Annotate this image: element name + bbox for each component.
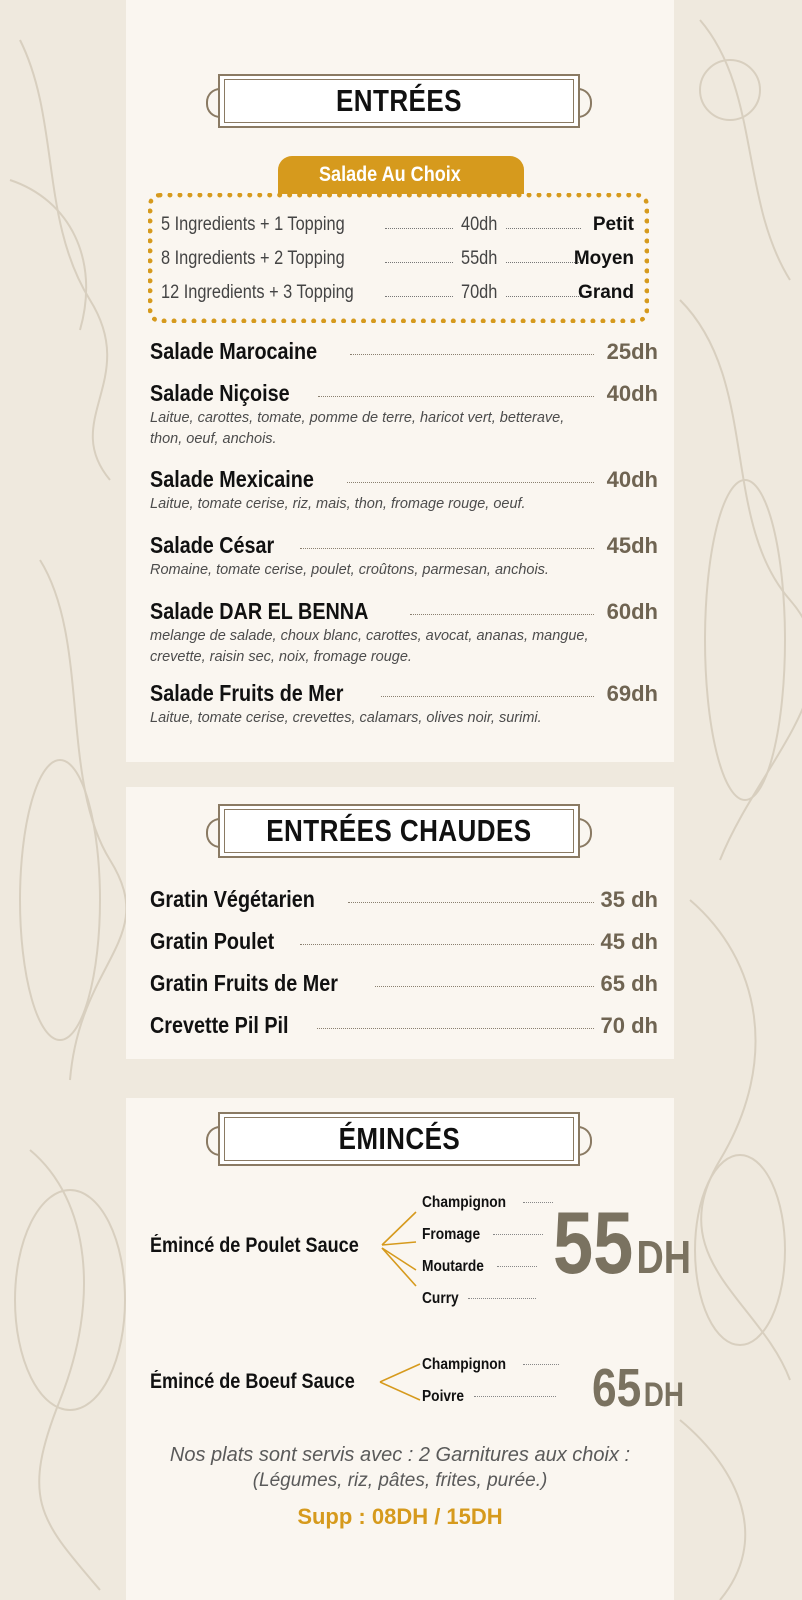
menu-item	[150, 338, 658, 366]
menu-item	[150, 928, 658, 956]
item-name: Salade Niçoise	[150, 380, 290, 406]
item-description: Laitue, tomate cerise, riz, mais, thon, fromage rouge, oeuf.	[150, 496, 526, 512]
boeuf-price	[592, 1360, 684, 1416]
item-price: 40dh	[606, 381, 658, 406]
choice-row	[161, 210, 636, 240]
item-price: 45 dh	[600, 929, 658, 954]
chaudes-title: ENTRÉES CHAUDES	[266, 813, 532, 848]
eminces-title: ÉMINCÉS	[338, 1121, 460, 1156]
menu-item	[150, 680, 658, 729]
sauce-option: Fromage	[422, 1226, 543, 1244]
menu-item	[150, 380, 658, 450]
item-price: 69dh	[606, 681, 658, 706]
choice-price: 40dh	[461, 214, 498, 235]
choice-row	[161, 278, 636, 308]
item-name: Gratin Poulet	[150, 928, 275, 954]
boeuf-branch-lines	[378, 1360, 424, 1404]
choice-ingredients: 5 Ingredients + 1 Topping	[161, 214, 345, 235]
salade-au-choix-box	[148, 193, 649, 323]
choice-size: Moyen	[573, 248, 634, 269]
item-description: Laitue, tomate cerise, crevettes, calamars, olives noir, surimi.	[150, 710, 542, 726]
sauce-option: Champignon	[422, 1356, 559, 1374]
item-name: Gratin Végétarien	[150, 886, 315, 912]
choice-price: 55dh	[461, 248, 498, 269]
item-price: 25dh	[606, 339, 658, 364]
entrees-title-frame	[206, 74, 592, 128]
item-price: 40dh	[606, 467, 658, 492]
item-price: 60dh	[606, 599, 658, 624]
poulet-price	[553, 1193, 692, 1292]
boeuf-price-unit: DH	[643, 1376, 684, 1414]
boeuf-price-number: 65	[592, 1358, 642, 1418]
item-name: Salade Fruits de Mer	[150, 680, 344, 706]
poulet-price-number: 55	[553, 1193, 634, 1292]
item-price: 35 dh	[600, 887, 658, 912]
eminces-title-frame	[206, 1112, 592, 1166]
item-price: 65 dh	[600, 971, 658, 996]
item-price: 70 dh	[600, 1013, 658, 1038]
chaudes-title-frame	[206, 804, 592, 858]
supplement-price: Supp : 08DH / 15DH	[297, 1504, 503, 1529]
item-name: Salade Mexicaine	[150, 466, 314, 492]
menu-item	[150, 970, 658, 998]
item-name: Salade DAR EL BENNA	[150, 598, 369, 624]
poulet-price-unit: DH	[636, 1231, 692, 1283]
emince-boeuf-name: Émincé de Boeuf Sauce	[150, 1370, 355, 1393]
sauce-option: Moutarde	[422, 1258, 537, 1276]
item-name: Salade Marocaine	[150, 338, 318, 364]
sauce-option: Poivre	[422, 1388, 556, 1406]
menu-item	[150, 532, 658, 581]
sauce-option: Curry	[422, 1290, 536, 1308]
choice-size: Grand	[578, 282, 634, 303]
choice-price: 70dh	[461, 282, 498, 303]
menu-item	[150, 886, 658, 914]
choice-ingredients: 8 Ingredients + 2 Topping	[161, 248, 345, 269]
sauce-option: Champignon	[422, 1194, 553, 1212]
menu-item	[150, 1012, 658, 1040]
choice-size: Petit	[592, 214, 634, 235]
salade-au-choix-tab: Salade Au Choix	[278, 156, 524, 194]
emince-poulet-name: Émincé de Poulet Sauce	[150, 1234, 359, 1257]
menu-item	[150, 598, 658, 668]
item-description: Laitue, carottes, tomate, pomme de terre, haricot vert, betterave, thon, oeuf, anchois.	[150, 410, 565, 447]
garnitures-note: Nos plats sont servis avec : 2 Garnitures aux choix :	[169, 1444, 631, 1466]
garnitures-list: (Légumes, riz, pâtes, frites, purée.)	[252, 1470, 548, 1491]
choice-ingredients: 12 Ingredients + 3 Topping	[161, 282, 354, 303]
item-description: Romaine, tomate cerise, poulet, croûtons, parmesan, anchois.	[150, 562, 549, 578]
item-name: Gratin Fruits de Mer	[150, 970, 338, 996]
item-name: Salade César	[150, 532, 275, 558]
choice-row	[161, 244, 636, 274]
item-description: melange de salade, choux blanc, carottes, avocat, ananas, mangue, crevette, raisin sec, noix, fromage rouge.	[150, 628, 589, 665]
entrees-title: ENTRÉES	[336, 83, 462, 118]
poulet-branch-lines	[380, 1200, 420, 1290]
item-name: Crevette Pil Pil	[150, 1012, 289, 1038]
menu-item	[150, 466, 658, 515]
item-price: 45dh	[606, 533, 658, 558]
